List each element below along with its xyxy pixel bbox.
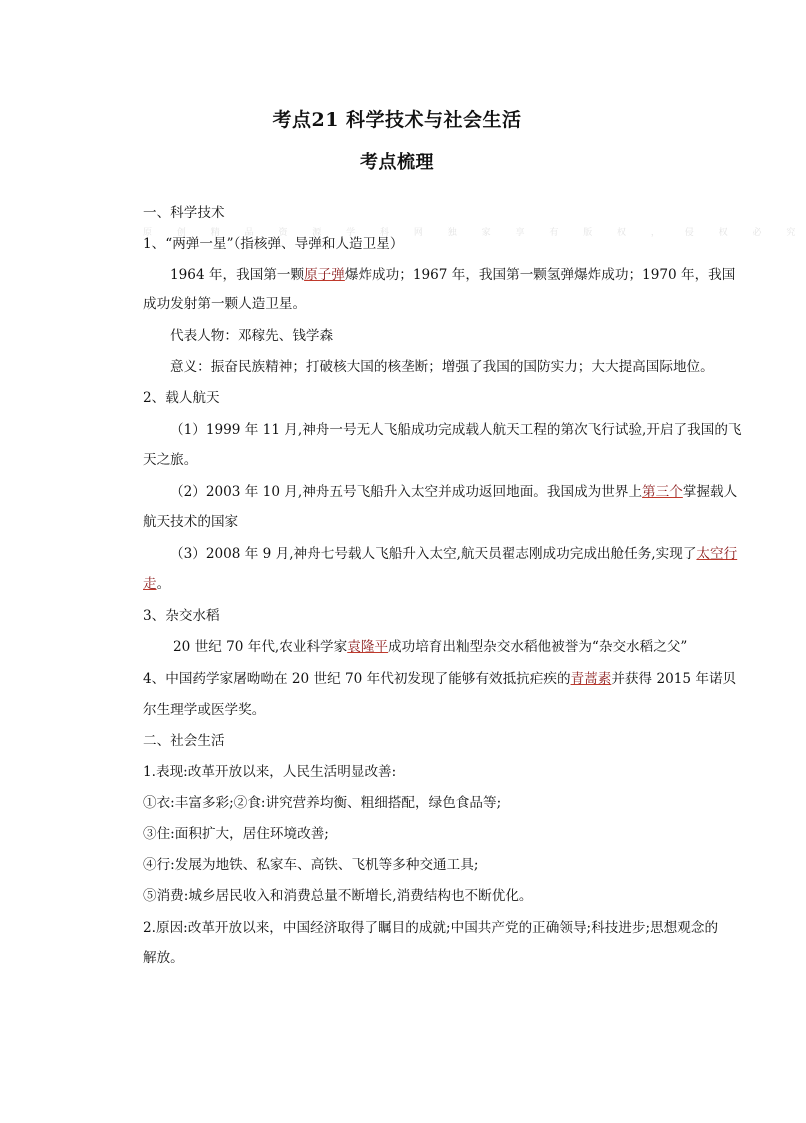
item2-p2-text-a: （2）2003 年 10 月,神舟五号飞船升入太空并成功返回地面。我国成为世界上 (170, 484, 643, 500)
item1-people: 代表人物：邓稼先、钱学森 (170, 328, 334, 344)
keyword-spacewalk-part2: 走 (143, 576, 157, 592)
item1-paragraph-line2: 成功发射第一颗人造卫星。 (143, 296, 307, 312)
item2-p2-line1 (170, 482, 738, 502)
society-p5: ⑤消费:城乡居民收入和消费总量不断增长,消费结构也不断优化。 (143, 888, 533, 904)
keyword-spacewalk-part1: 太空行 (696, 546, 738, 562)
item2-p1-line2: 天之旅。 (143, 452, 198, 468)
society-p1: 1.表现:改革开放以来，人民生活明显改善: (143, 764, 397, 780)
item2-p2-line2: 航天技术的国家 (143, 514, 239, 530)
item4-line1 (143, 669, 735, 689)
society-p3: ③住:面积扩大，居住环境改善; (143, 826, 329, 842)
society-p6-line1: 2.原因:改革开放以来，中国经济取得了瞩目的成就;中国共产党的正确领导;科技进步;思想观念的 (143, 920, 719, 936)
keyword-atomic-bomb: 原子弹 (304, 267, 345, 283)
item1-text-b: 爆炸成功；1967 年，我国第一颗氢弹爆炸成功；1970 年，我国 (344, 267, 736, 283)
keyword-artemisinin: 青蒿素 (570, 671, 612, 687)
item3-paragraph (173, 637, 738, 657)
item2-p3-line1 (170, 544, 738, 564)
item2-p1-line1: （1）1999 年 11 月,神舟一号无人飞船成功完成载人航天工程的第次飞行试验,开启了我国的飞 (170, 422, 742, 438)
society-p4: ④行:发展为地铁、私家车、高铁、飞机等多种交通工具; (143, 857, 479, 873)
item2-p3-text-b: 。 (156, 576, 171, 592)
item2-p3-line2 (143, 574, 735, 594)
section-heading-society: 二、社会生活 (143, 733, 225, 749)
item2-p2-text-b: 掌握载人 (682, 484, 738, 500)
page-title: 考点21 科学技术与社会生活 (272, 109, 522, 131)
page-subtitle: 考点梳理 (360, 152, 434, 173)
item1-title: 1、“两弹一星”（指核弹、导弹和人造卫星） (143, 236, 404, 252)
society-p2: ①衣:丰富多彩;②食:讲究营养均衡、粗细搭配，绿色食品等; (143, 795, 502, 811)
item4-line2: 尔生理学或医学奖。 (143, 702, 266, 718)
section-heading-science: 一、科学技术 (143, 205, 225, 221)
item1-meaning: 意义：振奋民族精神；打破核大国的核垄断；增强了我国的国防实力；大大提高国际地位。 (170, 359, 714, 375)
society-p6-line2: 解放。 (143, 950, 184, 966)
watermark-text: 原 创 精 品 资 源 学 科 网 独 家 享 有 版 权 ， 侵 权 必 究 (143, 228, 806, 238)
item2-p3-text-a: （3）2008 年 9 月,神舟七号载人飞船升入太空,航天员翟志刚成功完成出舱任务,实现了 (170, 546, 697, 562)
item4-text-a: 4、中国药学家屠呦呦在 20 世纪 70 年代初发现了能够有效抵抗疟疾的 (143, 671, 571, 687)
item2-title: 2、载人航天 (143, 390, 220, 406)
item1-paragraph-line1 (170, 265, 735, 285)
item3-text-a: 20 世纪 70 年代,农业科学家 (173, 639, 348, 655)
item3-text-b: 成功培育出籼型杂交水稻他被誉为“杂交水稻之父” (388, 639, 688, 655)
keyword-yuan-longping: 袁隆平 (347, 639, 389, 655)
keyword-third: 第三个 (642, 484, 683, 500)
item4-text-b: 并获得 2015 年诺贝 (611, 671, 737, 687)
item3-title: 3、杂交水稻 (143, 608, 220, 624)
item1-text-a: 1964 年，我国第一颗 (170, 267, 305, 283)
